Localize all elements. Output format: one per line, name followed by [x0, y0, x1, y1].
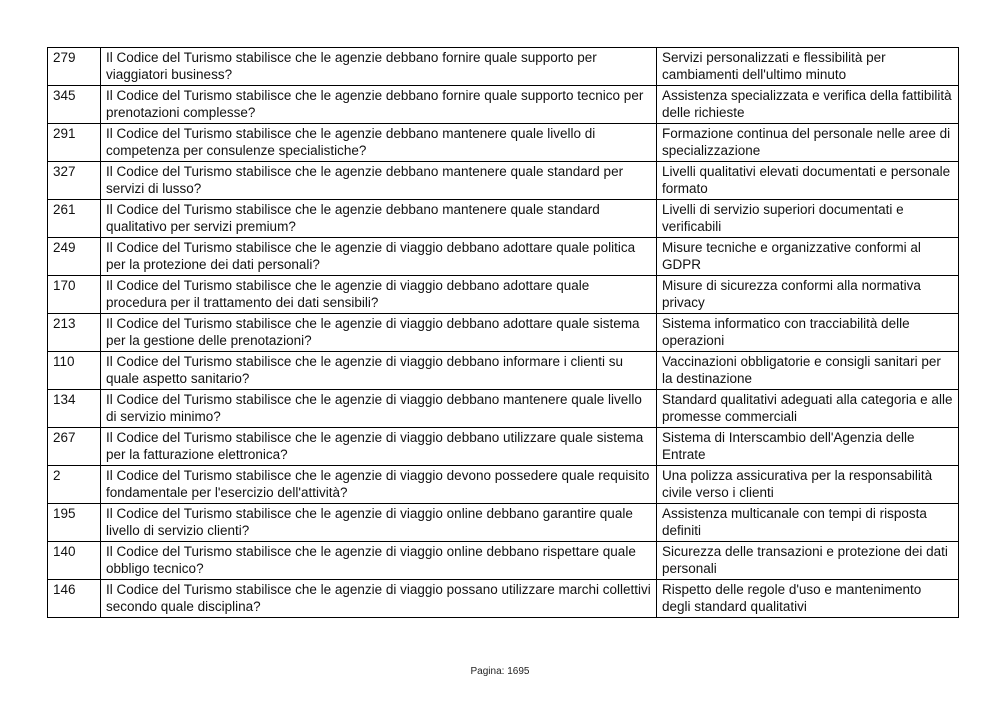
- row-id-cell: 291: [48, 124, 101, 162]
- question-cell: Il Codice del Turismo stabilisce che le agenzie di viaggio possano utilizzare marchi collettivi secondo quale disciplina?: [101, 580, 657, 618]
- answer-cell: Livelli qualitativi elevati documentati e personale formato: [657, 162, 959, 200]
- table-row: [48, 466, 959, 504]
- row-id-cell: 140: [48, 542, 101, 580]
- row-id-cell: 170: [48, 276, 101, 314]
- answer-cell: Assistenza specializzata e verifica della fattibilità delle richieste: [657, 86, 959, 124]
- question-cell: Il Codice del Turismo stabilisce che le agenzie di viaggio debbano informare i clienti su quale aspetto sanitario?: [101, 352, 657, 390]
- question-table: [47, 47, 959, 618]
- table-body: [48, 48, 959, 618]
- row-id-cell: 195: [48, 504, 101, 542]
- answer-cell: Misure tecniche e organizzative conformi al GDPR: [657, 238, 959, 276]
- question-cell: Il Codice del Turismo stabilisce che le agenzie debbano mantenere quale livello di competenza per consulenze specialistiche?: [101, 124, 657, 162]
- answer-cell: Una polizza assicurativa per la responsabilità civile verso i clienti: [657, 466, 959, 504]
- question-cell: Il Codice del Turismo stabilisce che le agenzie di viaggio debbano mantenere quale livello di servizio minimo?: [101, 390, 657, 428]
- table-row: [48, 124, 959, 162]
- answer-cell: Servizi personalizzati e flessibilità per cambiamenti dell'ultimo minuto: [657, 48, 959, 86]
- question-cell: Il Codice del Turismo stabilisce che le agenzie di viaggio devono possedere quale requisito fondamentale per l'esercizio dell'attività?: [101, 466, 657, 504]
- row-id-cell: 134: [48, 390, 101, 428]
- table-row: [48, 162, 959, 200]
- answer-cell: Vaccinazioni obbligatorie e consigli sanitari per la destinazione: [657, 352, 959, 390]
- answer-cell: Misure di sicurezza conformi alla normativa privacy: [657, 276, 959, 314]
- table-row: [48, 542, 959, 580]
- table-row: [48, 390, 959, 428]
- question-cell: Il Codice del Turismo stabilisce che le agenzie debbano fornire quale supporto per viaggiatori business?: [101, 48, 657, 86]
- table-row: [48, 276, 959, 314]
- page-footer: Pagina: 1695: [470, 666, 530, 677]
- row-id-cell: 345: [48, 86, 101, 124]
- row-id-cell: 327: [48, 162, 101, 200]
- row-id-cell: 2: [48, 466, 101, 504]
- answer-cell: Rispetto delle regole d'uso e mantenimento degli standard qualitativi: [657, 580, 959, 618]
- question-cell: Il Codice del Turismo stabilisce che le agenzie debbano mantenere quale standard qualitativo per servizi premium?: [101, 200, 657, 238]
- table-row: [48, 352, 959, 390]
- question-cell: Il Codice del Turismo stabilisce che le agenzie di viaggio debbano adottare quale sistema per la gestione delle prenotazioni?: [101, 314, 657, 352]
- row-id-cell: 279: [48, 48, 101, 86]
- answer-cell: Sistema di Interscambio dell'Agenzia delle Entrate: [657, 428, 959, 466]
- table-row: [48, 86, 959, 124]
- question-cell: Il Codice del Turismo stabilisce che le agenzie debbano mantenere quale standard per servizi di lusso?: [101, 162, 657, 200]
- table-row: [48, 48, 959, 86]
- table-row: [48, 314, 959, 352]
- row-id-cell: 146: [48, 580, 101, 618]
- answer-cell: Livelli di servizio superiori documentati e verificabili: [657, 200, 959, 238]
- table-row: [48, 580, 959, 618]
- question-cell: Il Codice del Turismo stabilisce che le agenzie di viaggio debbano adottare quale politica per la protezione dei dati personali?: [101, 238, 657, 276]
- answer-cell: Formazione continua del personale nelle aree di specializzazione: [657, 124, 959, 162]
- row-id-cell: 110: [48, 352, 101, 390]
- row-id-cell: 267: [48, 428, 101, 466]
- answer-cell: Assistenza multicanale con tempi di risposta definiti: [657, 504, 959, 542]
- question-cell: Il Codice del Turismo stabilisce che le agenzie di viaggio debbano adottare quale procedura per il trattamento dei dati sensibili?: [101, 276, 657, 314]
- table-row: [48, 238, 959, 276]
- question-cell: Il Codice del Turismo stabilisce che le agenzie debbano fornire quale supporto tecnico per prenotazioni complesse?: [101, 86, 657, 124]
- answer-cell: Standard qualitativi adeguati alla categoria e alle promesse commerciali: [657, 390, 959, 428]
- question-cell: Il Codice del Turismo stabilisce che le agenzie di viaggio debbano utilizzare quale sistema per la fatturazione elettronica?: [101, 428, 657, 466]
- table-row: [48, 428, 959, 466]
- table-row: [48, 200, 959, 238]
- row-id-cell: 261: [48, 200, 101, 238]
- answer-cell: Sistema informatico con tracciabilità delle operazioni: [657, 314, 959, 352]
- answer-cell: Sicurezza delle transazioni e protezione dei dati personali: [657, 542, 959, 580]
- row-id-cell: 249: [48, 238, 101, 276]
- row-id-cell: 213: [48, 314, 101, 352]
- table-row: [48, 504, 959, 542]
- question-cell: Il Codice del Turismo stabilisce che le agenzie di viaggio online debbano garantire quale livello di servizio clienti?: [101, 504, 657, 542]
- question-cell: Il Codice del Turismo stabilisce che le agenzie di viaggio online debbano rispettare quale obbligo tecnico?: [101, 542, 657, 580]
